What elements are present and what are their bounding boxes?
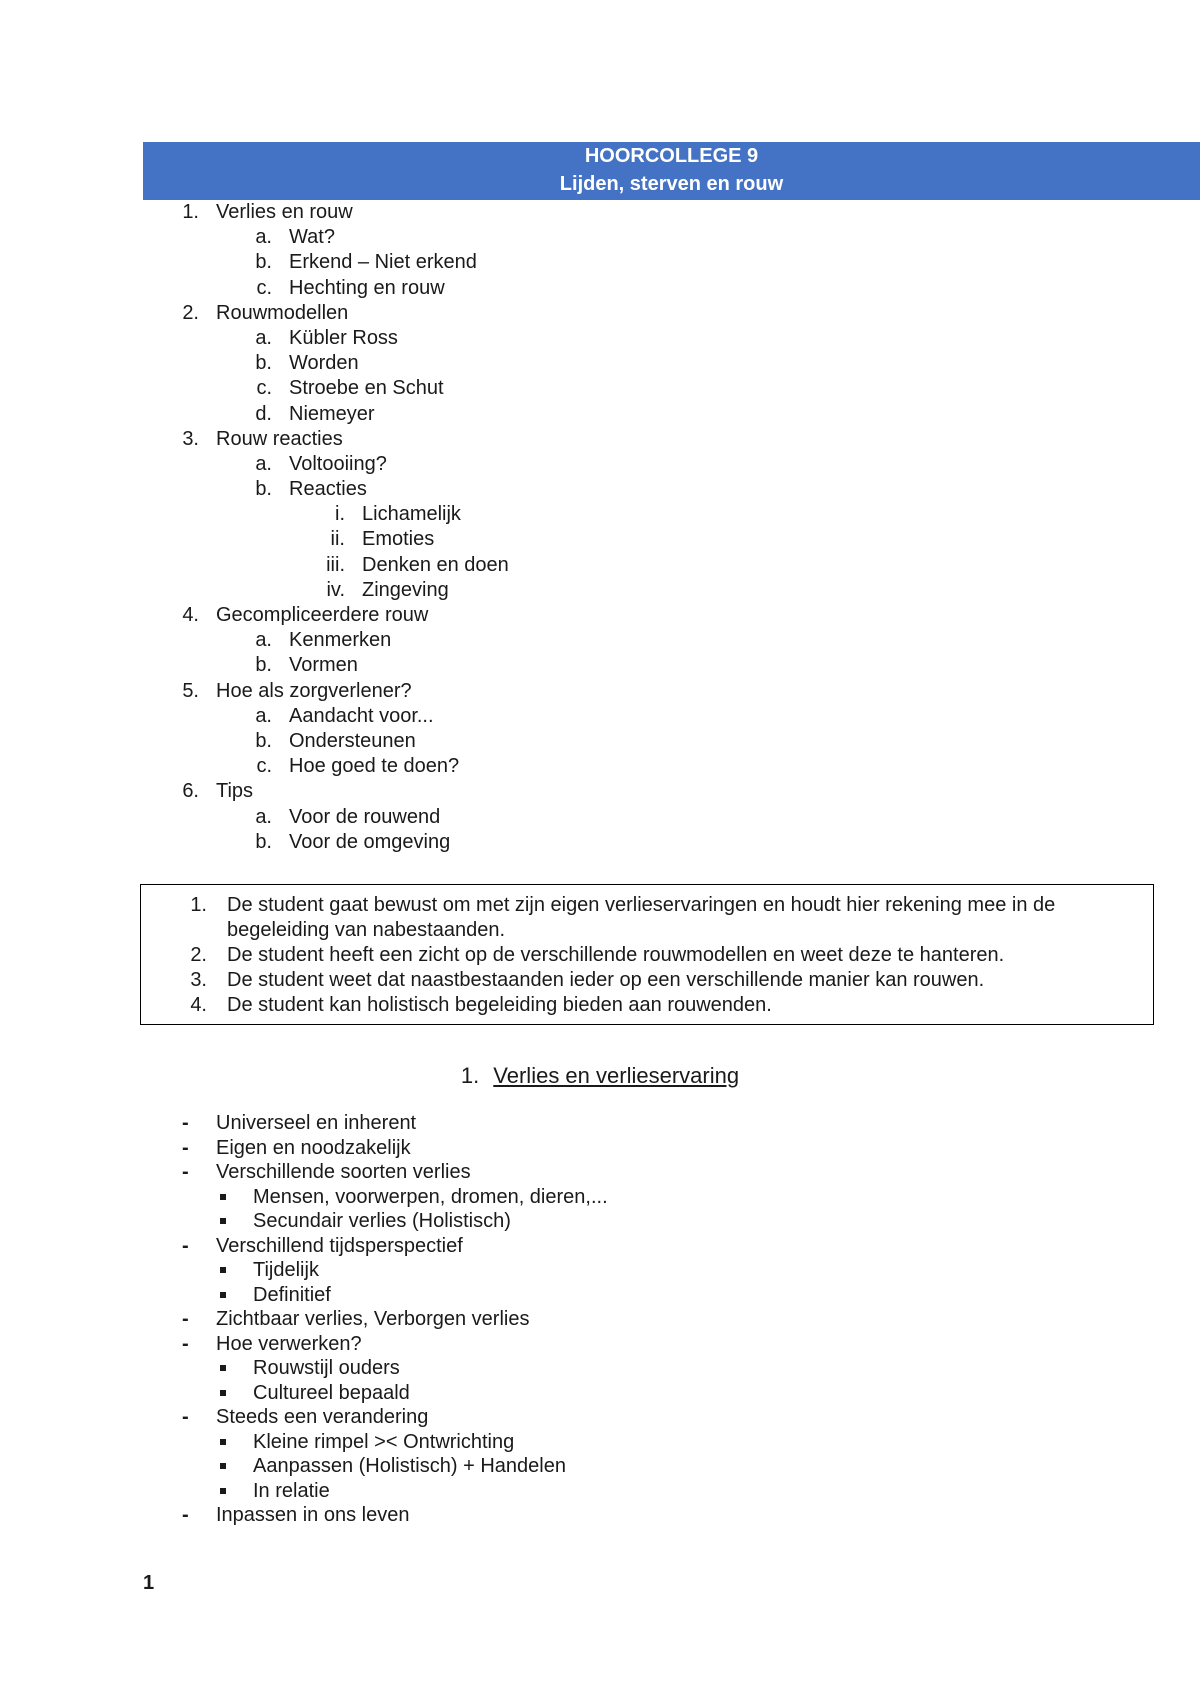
outline-item-label: Voor de rouwend xyxy=(289,805,441,828)
outline-item xyxy=(143,250,943,275)
outline-item-label: Zingeving xyxy=(362,578,449,601)
outline-item-label: Denken en doen xyxy=(362,553,509,576)
outline-item xyxy=(143,402,943,427)
outline-item xyxy=(143,527,943,552)
square-bullet-icon xyxy=(220,1218,226,1224)
outline-item-number: i. xyxy=(335,503,345,526)
section-title: Verlies en verlieservaring xyxy=(493,1063,740,1088)
outline-item-label: Hoe als zorgverlener? xyxy=(216,679,412,702)
square-bullet-icon xyxy=(220,1488,226,1494)
bullet-text: Steeds een verandering xyxy=(216,1406,429,1428)
sub-bullet-text: Secundair verlies (Holistisch) xyxy=(253,1210,511,1232)
square-bullet-icon xyxy=(220,1365,226,1371)
outline-item xyxy=(143,452,943,477)
outline-item-number: b. xyxy=(255,478,272,501)
sub-bullet-item xyxy=(143,1479,1043,1504)
sub-bullet-item xyxy=(143,1381,1043,1406)
outline-item-number: c. xyxy=(256,377,272,400)
learning-objectives-list xyxy=(141,893,1141,1018)
outline-item-label: Kübler Ross xyxy=(289,326,398,349)
sub-bullet-text: Kleine rimpel >< Ontwrichting xyxy=(253,1430,515,1453)
square-bullet-icon xyxy=(220,1292,226,1298)
bullet-item xyxy=(143,1234,1043,1259)
outline-item xyxy=(143,301,943,326)
outline-item-number: iii. xyxy=(326,553,345,576)
sub-bullet-text: Rouwstijl ouders xyxy=(253,1357,400,1379)
sub-bullet-text: Cultureel bepaald xyxy=(253,1381,410,1404)
outline-item xyxy=(143,376,943,401)
dash-bullet-icon: - xyxy=(182,1308,189,1330)
outline-item-number: a. xyxy=(255,326,272,349)
outline-item-number: b. xyxy=(255,251,272,274)
outline-item xyxy=(143,276,943,301)
objective-item xyxy=(141,968,1141,993)
sub-bullet-item xyxy=(143,1258,1043,1283)
objective-text: De student kan holistisch begeleiding bieden aan rouwenden. xyxy=(227,994,772,1016)
outline-item xyxy=(143,628,943,653)
outline-item-label: Vormen xyxy=(289,654,358,677)
sub-bullet-text: Aanpassen (Holistisch) + Handelen xyxy=(253,1455,566,1477)
sub-bullet-item xyxy=(143,1185,1043,1210)
outline-item-number: c. xyxy=(256,276,272,299)
outline-item-number: b. xyxy=(255,729,272,752)
dash-bullet-icon: - xyxy=(182,1136,189,1159)
table-of-contents xyxy=(143,200,943,855)
outline-item-number: 4. xyxy=(182,604,199,626)
outline-item xyxy=(143,603,943,628)
square-bullet-icon xyxy=(220,1194,226,1200)
outline-item xyxy=(143,326,943,351)
bullet-text: Hoe verwerken? xyxy=(216,1332,362,1355)
bullet-item xyxy=(143,1332,1043,1357)
outline-item-number: a. xyxy=(255,704,272,727)
outline-item xyxy=(143,653,943,678)
objective-text: De student weet dat naastbestaanden ieder op een verschillende manier kan rouwen. xyxy=(227,969,985,991)
outline-item-number: a. xyxy=(255,226,272,249)
bullet-text: Inpassen in ons leven xyxy=(216,1504,410,1526)
bullet-text: Eigen en noodzakelijk xyxy=(216,1136,411,1159)
outline-item-label: Emoties xyxy=(362,528,435,551)
outline-item-number: 1. xyxy=(182,201,199,223)
bullet-item xyxy=(143,1160,1043,1185)
objective-item xyxy=(141,893,1141,943)
sub-bullet-item xyxy=(143,1283,1043,1308)
bullet-item xyxy=(143,1111,1043,1136)
outline-item-label: Voor de omgeving xyxy=(289,830,451,853)
outline-item-number: b. xyxy=(255,654,272,677)
bullet-item xyxy=(143,1405,1043,1430)
objective-text: De student heeft een zicht op de verschillende rouwmodellen en weet deze te hanteren. xyxy=(227,944,1005,966)
outline-item xyxy=(143,351,943,376)
outline-item-number: 5. xyxy=(182,679,199,702)
sub-bullet-text: Mensen, voorwerpen, dromen, dieren,... xyxy=(253,1185,608,1208)
outline-item xyxy=(143,779,943,804)
bullet-text: Verschillende soorten verlies xyxy=(216,1161,471,1183)
sub-bullet-text: In relatie xyxy=(253,1479,330,1502)
objective-text: De student gaat bewust om met zijn eigen verlieservaringen en houdt hier rekening mee in de begeleiding van nabestaanden. xyxy=(227,894,1056,941)
lecture-title: Lijden, sterven en rouw xyxy=(559,173,784,195)
outline-item-label: Hechting en rouw xyxy=(289,276,445,299)
outline-item-number: 6. xyxy=(182,780,199,803)
sub-bullet-text: Tijdelijk xyxy=(253,1259,319,1281)
outline-item-label: Niemeyer xyxy=(289,402,375,425)
outline-item xyxy=(143,200,943,225)
outline-item-number: a. xyxy=(255,452,272,475)
outline-item-number: c. xyxy=(256,755,272,778)
outline-item-number: d. xyxy=(255,402,272,425)
bullet-item xyxy=(143,1503,1043,1528)
learning-objectives-box xyxy=(140,884,1154,1025)
section-heading xyxy=(0,1062,1200,1090)
outline-item-number: iv. xyxy=(326,578,345,601)
bullet-text: Universeel en inherent xyxy=(216,1112,417,1134)
outline-item-label: Tips xyxy=(216,780,254,803)
outline-item xyxy=(143,729,943,754)
lecture-header xyxy=(143,142,1200,200)
objective-number: 1. xyxy=(190,894,207,916)
outline-item xyxy=(143,427,943,452)
sub-bullet-item xyxy=(143,1430,1043,1455)
outline-item-label: Aandacht voor... xyxy=(289,704,434,727)
outline-item-label: Rouw reacties xyxy=(216,427,343,450)
outline-item-number: b. xyxy=(255,830,272,853)
dash-bullet-icon: - xyxy=(182,1234,189,1257)
lecture-number: HOORCOLLEGE 9 xyxy=(584,145,759,167)
dash-bullet-icon: - xyxy=(182,1332,189,1355)
outline-item-label: Erkend – Niet erkend xyxy=(289,251,477,274)
outline-item-label: Kenmerken xyxy=(289,629,392,652)
outline-item xyxy=(143,477,943,502)
square-bullet-icon xyxy=(220,1390,226,1396)
outline-item-number: 2. xyxy=(182,301,199,324)
outline-item-label: Hoe goed te doen? xyxy=(289,755,460,778)
outline-item-number: ii. xyxy=(330,528,345,551)
page-number: 1 xyxy=(143,1572,155,1594)
sub-bullet-text: Definitief xyxy=(253,1283,331,1306)
outline-item-number: a. xyxy=(255,805,272,828)
dash-bullet-icon: - xyxy=(182,1161,189,1183)
dash-bullet-icon: - xyxy=(182,1504,189,1526)
section-number: 1. xyxy=(460,1063,480,1088)
bullet-item xyxy=(143,1307,1043,1332)
outline-item xyxy=(143,553,943,578)
objective-number: 2. xyxy=(190,944,207,966)
square-bullet-icon xyxy=(220,1463,226,1469)
outline-item xyxy=(143,679,943,704)
objective-number: 4. xyxy=(190,994,207,1016)
outline-item-label: Lichamelijk xyxy=(362,503,461,526)
objective-item xyxy=(141,993,1141,1018)
outline-item-label: Reacties xyxy=(289,478,367,501)
outline-item-number: b. xyxy=(255,352,272,375)
outline-item-label: Wat? xyxy=(289,226,335,249)
outline-item-label: Ondersteunen xyxy=(289,729,416,752)
outline-item xyxy=(143,502,943,527)
outline-item-number: 3. xyxy=(182,427,199,450)
dash-bullet-icon: - xyxy=(182,1406,189,1428)
outline-item-label: Voltooiing? xyxy=(289,452,387,475)
sub-bullet-item xyxy=(143,1454,1043,1479)
outline-item xyxy=(143,225,943,250)
bullet-item xyxy=(143,1136,1043,1161)
outline-item xyxy=(143,754,943,779)
outline-item-label: Verlies en rouw xyxy=(216,201,353,223)
outline-item xyxy=(143,830,943,855)
outline-item xyxy=(143,704,943,729)
outline-item-number: a. xyxy=(255,629,272,652)
square-bullet-icon xyxy=(220,1267,226,1273)
dash-bullet-icon: - xyxy=(182,1112,189,1134)
outline-item-label: Worden xyxy=(289,352,359,375)
bullet-text: Zichtbaar verlies, Verborgen verlies xyxy=(216,1308,530,1330)
outline-item xyxy=(143,805,943,830)
square-bullet-icon xyxy=(220,1439,226,1445)
outline-item xyxy=(143,578,943,603)
outline-item-label: Rouwmodellen xyxy=(216,301,349,324)
bullet-list xyxy=(143,1111,1043,1528)
sub-bullet-item xyxy=(143,1356,1043,1381)
objective-number: 3. xyxy=(190,969,207,991)
bullet-text: Verschillend tijdsperspectief xyxy=(216,1234,463,1257)
sub-bullet-item xyxy=(143,1209,1043,1234)
outline-item-label: Gecompliceerdere rouw xyxy=(216,604,429,626)
outline-item-label: Stroebe en Schut xyxy=(289,377,444,400)
objective-item xyxy=(141,943,1141,968)
